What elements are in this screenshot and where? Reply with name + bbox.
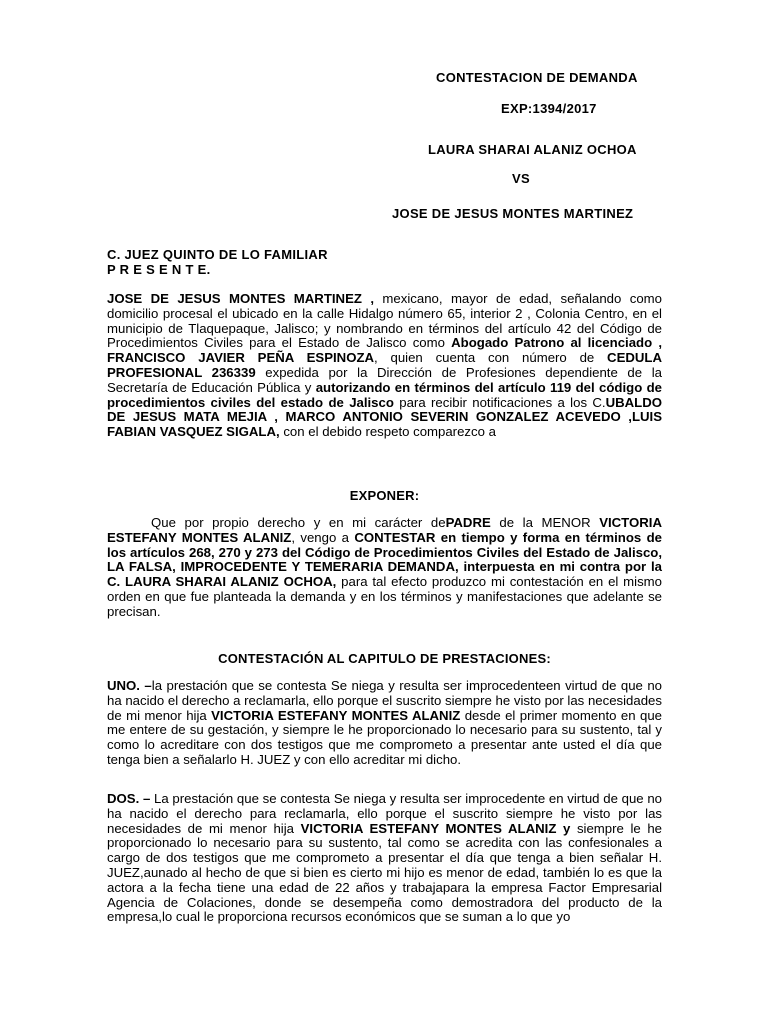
dos-label: DOS. – [107, 791, 151, 806]
exponer-heading: EXPONER: [349, 488, 420, 503]
intro-name: JOSE DE JESUS MONTES MARTINEZ , [107, 291, 375, 306]
intro-authorization: autorizando en términos del artículo 119 del código de procedimientos civiles del estado de Jalisco [107, 379, 662, 410]
intro-text-4: para recibir notificaciones a los C. [393, 394, 606, 410]
exponer-text-2: de la MENOR [490, 515, 600, 530]
uno-paragraph [107, 679, 662, 768]
intro-text-5: con el debido respeto comparezco a [279, 424, 496, 440]
exponer-text-4: para tal efecto produzco mi contestación en el mismo orden en que fue planteada la demanda y en los términos y manifestaciones que adelante se precisan. [107, 574, 662, 619]
exponer-text-3: , vengo a [291, 529, 355, 545]
exponer-padre: PADRE [445, 515, 491, 530]
exponer-paragraph [107, 516, 662, 620]
dos-text-2: siempre le he proporcionado lo necesario para su sustento, tal como se acredita con las confesionales a cargo de dos testigos que me comprometo a presentar el día que tenga a bien señalar H. JUEZ,aunado al hecho de que si bien es cierto mi hijo es menor de edad, también lo es que la actora a la fecha tiene una edad de 22 años y trabajapara la empresa Factor Empresarial Agencia de Colaciones, donde se desempeña como demostradora del producto de la empresa,lo cual le proporciona recursos económicos que se suman a lo que yo [107, 820, 662, 925]
addressee-presente: P R E S E N T E. [107, 262, 211, 277]
uno-text-1: la prestación que se contesta Se niega y resulta ser improcedenteen virtud de que no ha nacido el derecho a reclamarla, ello porque el suscrito siempre he visto por las necesidades de mi menor hija [107, 678, 662, 723]
intro-attorney: Abogado Patrono al licenciado , FRANCISCO JAVIER PEÑA ESPINOZA [107, 335, 662, 366]
dos-minor-name: VICTORIA ESTEFANY MONTES ALANIZ y [300, 820, 571, 836]
intro-cedula: CEDULA PROFESIONAL 236339 [107, 350, 662, 380]
uno-text-2: desde el primer momento en que me entere de su gestación, y siempre le he proporcionado lo necesario para su sustento, tal y como lo acreditare con dos testigos que me comprometo a presentar ante usted el día que tenga bien a señalarlo H. JUEZ y con ello acreditar mi dicho. [107, 707, 662, 767]
dos-paragraph [107, 792, 662, 925]
document-title: CONTESTACION DE DEMANDA [436, 70, 638, 85]
intro-paragraph [107, 292, 662, 440]
prestaciones-heading: CONTESTACIÓN AL CAPITULO DE PRESTACIONES: [218, 651, 551, 666]
intro-text-1: mexicano, mayor de edad, señalando como domicilio procesal el ubicado en la calle Hidalgo número 65, interior 2 , Colonia Centro, en el municipio de Tlaquepaque, Jalisco; y nombrando en términos del artículo 42 del Código de Procedimientos Civiles para el Estado de Jalisco como [107, 291, 662, 351]
uno-label: UNO. – [107, 678, 152, 693]
uno-minor-name: VICTORIA ESTEFANY MONTES ALANIZ [211, 707, 461, 723]
expediente-number: EXP:1394/2017 [501, 101, 597, 116]
intro-text-2: , quien cuenta con número de [374, 350, 608, 366]
intro-authorized-persons: UBALDO DE JESUS MATA MEJIA , MARCO ANTONIO SEVERIN GONZALEZ ACEVEDO ,LUIS FABIAN VASQUEZ SIGALA, [107, 394, 662, 440]
plaintiff-name: LAURA SHARAI ALANIZ OCHOA [428, 142, 637, 157]
defendant-name: JOSE DE JESUS MONTES MARTINEZ [392, 206, 634, 221]
versus-label: VS [512, 171, 530, 186]
exponer-contestar: CONTESTAR en tiempo y forma en términos de los artículos 268, 270 y 273 del Código de Procedimientos Civiles del Estado de Jalisco, LA FALSA, IMPROCEDENTE Y TEMERARIA DEMANDA, interpuesta en mi contra por la C. LAURA SHARAI ALANIZ OCHOA, [107, 529, 662, 590]
exponer-text-1: Que por propio derecho y en mi carácter de [151, 515, 446, 530]
intro-text-3: expedida por la Dirección de Profesiones dependiente de la Secretaría de Educación Pública y [107, 364, 662, 395]
exponer-minor-name: VICTORIA ESTEFANY MONTES ALANIZ [107, 515, 662, 545]
addressee-judge: C. JUEZ QUINTO DE LO FAMILIAR [107, 247, 328, 262]
dos-text-1: La prestación que se contesta Se niega y resulta ser improcedente en virtud de que no ha nacido el derecho para reclamarla, ello porque el suscrito siempre he visto por las necesidades de mi menor hija [107, 791, 662, 836]
